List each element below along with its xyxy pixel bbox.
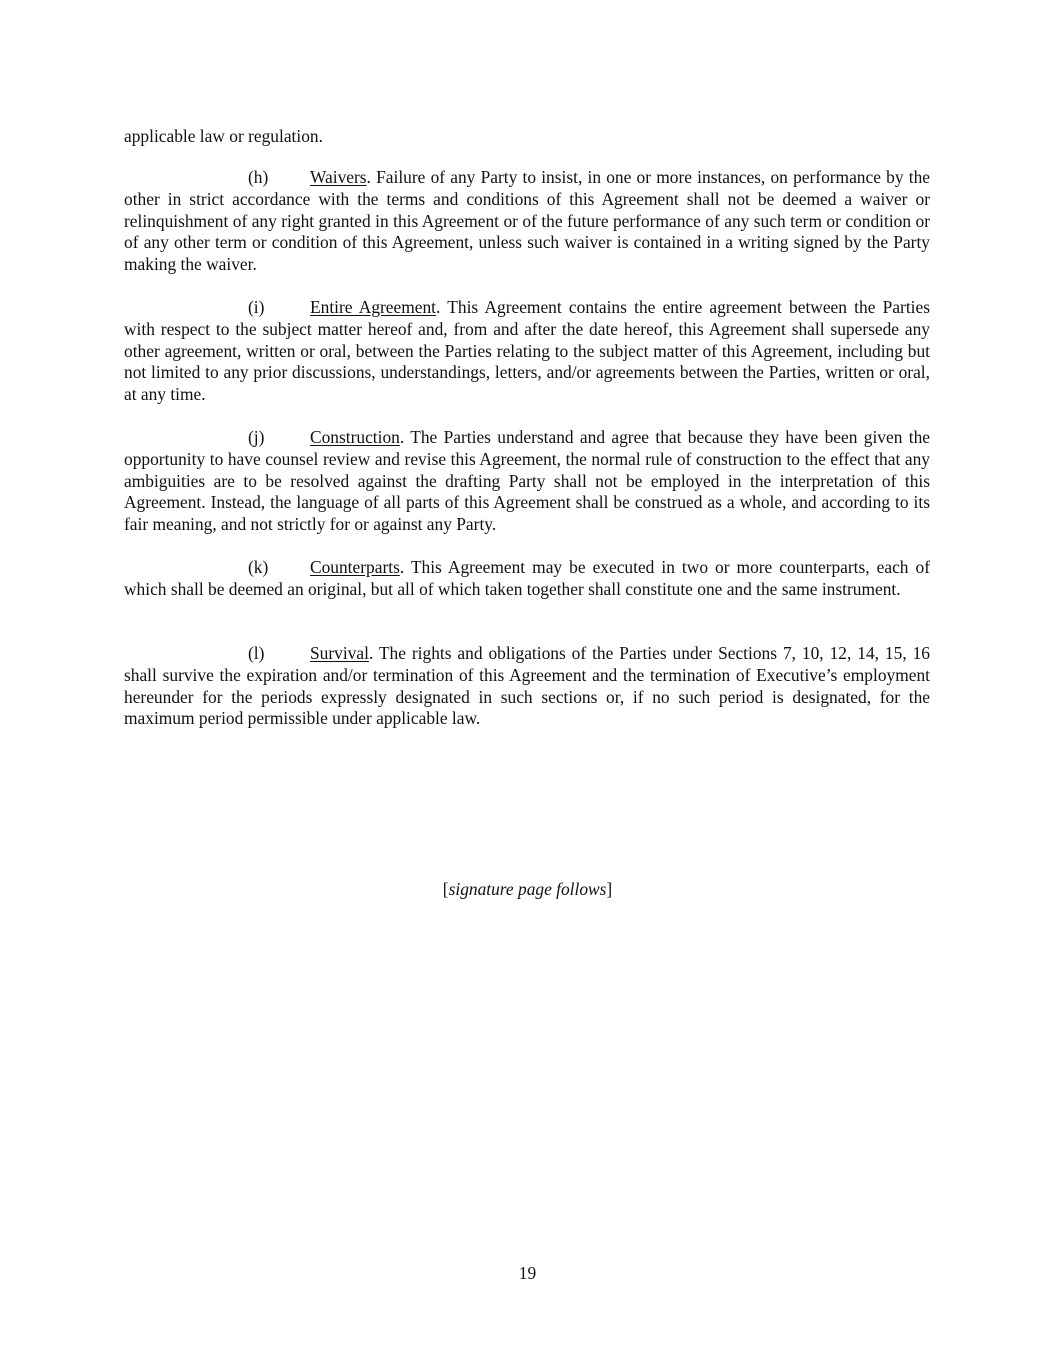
section-marker: (i) bbox=[248, 297, 265, 317]
section-h-paragraph bbox=[124, 167, 930, 276]
section-body: . This Agreement may be executed in two or more counterparts, each of which shall be deemed an original, but all of which taken together shall constitute one and the same instrument. bbox=[124, 557, 930, 599]
section-marker: (l) bbox=[248, 643, 265, 663]
section-heading: Survival bbox=[310, 643, 369, 663]
section-l-paragraph bbox=[124, 643, 930, 730]
page-number: 19 bbox=[518, 1263, 537, 1283]
section-heading: Waivers bbox=[310, 167, 367, 187]
section-heading: Entire Agreement bbox=[310, 297, 437, 317]
signature-note-text: signature page follows bbox=[448, 879, 607, 899]
section-k-paragraph bbox=[124, 557, 930, 601]
section-marker: (k) bbox=[248, 557, 269, 577]
section-body: . Failure of any Party to insist, in one or more instances, on performance by the other in strict accordance with the terms and conditions of this Agreement shall not be deemed a waiver or relinquishment of any right granted in this Agreement or of the future performance of any such term or condition or of any other term or condition of this Agreement, unless such waiver is contained in a writing signed by the Party making the waiver. bbox=[124, 167, 930, 275]
section-body: . The rights and obligations of the Parties under Sections 7, 10, 12, 14, 15, 16 shall survive the expiration and/or termination of this Agreement and the termination of Executive’s employment hereunder for the periods expressly designated in such sections or, if no such period is designated, for the maximum period permissible under applicable law. bbox=[124, 643, 930, 729]
section-heading: Construction bbox=[310, 427, 400, 447]
signature-page-note bbox=[0, 878, 1055, 900]
section-marker: (j) bbox=[248, 427, 265, 447]
section-body: . This Agreement contains the entire agreement between the Parties with respect to the subject matter hereof and, from and after the date hereof, this Agreement shall supersede any other agreement, written or oral, between the Parties relating to the subject matter of this Agreement, including but not limited to any prior discussions, understandings, letters, and/or agreements between the Parties, written or oral, at any time. bbox=[124, 297, 930, 405]
section-marker: (h) bbox=[248, 167, 269, 187]
section-body: . The Parties understand and agree that because they have been given the opportunity to have counsel review and revise this Agreement, the normal rule of construction to the effect that any ambiguities are to be resolved against the drafting Party shall not be employed in the interpretation of this Agreement. Instead, the language of all parts of this Agreement shall be construed as a whole, and according to its fair meaning, and not strictly for or against any Party. bbox=[124, 427, 930, 535]
section-i-paragraph bbox=[124, 297, 930, 406]
signature-note-close-bracket: ] bbox=[606, 879, 613, 899]
continuation-text: applicable law or regulation. bbox=[124, 126, 323, 146]
section-heading: Counterparts bbox=[310, 557, 400, 577]
signature-note-open-bracket: [ bbox=[442, 879, 449, 899]
section-j-paragraph bbox=[124, 427, 930, 536]
